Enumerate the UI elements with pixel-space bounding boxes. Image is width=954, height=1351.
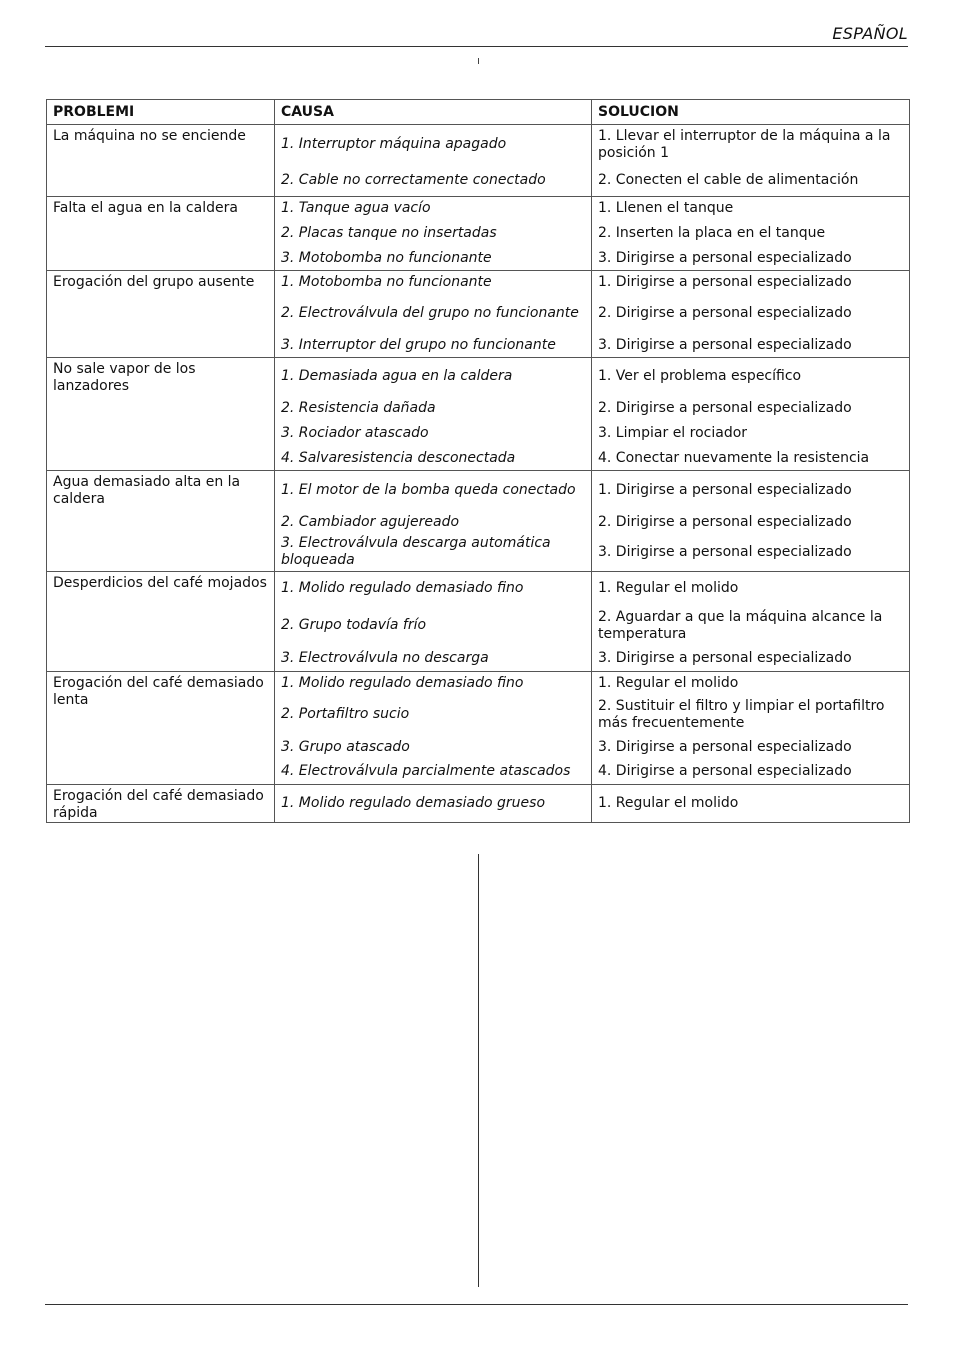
cause-cell: 2. Grupo todavía frío xyxy=(275,606,592,646)
solution-cell: 2. Aguardar a que la máquina alcance la temperatura xyxy=(592,606,910,646)
page-language-header: ESPAÑOL xyxy=(832,24,908,43)
cause-cell: 4. Salvaresistencia desconectada xyxy=(275,447,592,471)
solution-cell: 2. Dirigirse a personal especializado xyxy=(592,396,910,421)
problem-cell: La máquina no se enciende xyxy=(47,125,275,197)
cause-cell: 2. Electroválvula del grupo no funcionante xyxy=(275,294,592,334)
table-header-row xyxy=(47,100,910,125)
solution-cell: 3. Dirigirse a personal especializado xyxy=(592,247,910,271)
solution-cell: 3. Dirigirse a personal especializado xyxy=(592,735,910,760)
troubleshooting-table xyxy=(46,99,910,823)
table-row xyxy=(47,197,910,221)
table-row xyxy=(47,672,910,695)
solution-cell: 2. Sustituir el filtro y limpiar el portafiltro más frecuentemente xyxy=(592,695,910,735)
cause-cell: 1. Motobomba no funcionante xyxy=(275,271,592,294)
cause-cell: 2. Resistencia dañada xyxy=(275,396,592,421)
solution-cell: 2. Dirigirse a personal especializado xyxy=(592,511,910,534)
cause-cell: 1. Molido regulado demasiado fino xyxy=(275,572,592,606)
cause-cell: 3. Electroválvula descarga automática bloqueada xyxy=(275,534,592,572)
header-problem: PROBLEMI xyxy=(47,100,275,125)
solution-cell: 2. Dirigirse a personal especializado xyxy=(592,294,910,334)
cause-cell: 1. Demasiada agua en la caldera xyxy=(275,358,592,396)
footer-divider xyxy=(45,1304,908,1305)
solution-cell: 3. Dirigirse a personal especializado xyxy=(592,334,910,358)
table-body xyxy=(47,125,910,823)
problem-cell: No sale vapor de los lanzadores xyxy=(47,358,275,471)
cause-cell: 3. Motobomba no funcionante xyxy=(275,247,592,271)
solution-cell: 4. Conectar nuevamente la resistencia xyxy=(592,447,910,471)
table-row xyxy=(47,358,910,396)
center-tick-mark xyxy=(478,58,479,64)
cause-cell: 2. Portafiltro sucio xyxy=(275,695,592,735)
header-divider xyxy=(45,46,908,47)
cause-cell: 1. Molido regulado demasiado fino xyxy=(275,672,592,695)
cause-cell: 2. Placas tanque no insertadas xyxy=(275,221,592,247)
table-row xyxy=(47,572,910,606)
cause-cell: 4. Electroválvula parcialmente atascados xyxy=(275,760,592,785)
solution-cell: 1. Dirigirse a personal especializado xyxy=(592,471,910,511)
cause-cell: 2. Cable no correctamente conectado xyxy=(275,165,592,197)
column-divider xyxy=(478,854,479,1287)
table-row xyxy=(47,125,910,165)
cause-cell: 1. Molido regulado demasiado grueso xyxy=(275,785,592,823)
cause-cell: 3. Electroválvula no descarga xyxy=(275,646,592,672)
solution-cell: 4. Dirigirse a personal especializado xyxy=(592,760,910,785)
solution-cell: 2. Conecten el cable de alimentación xyxy=(592,165,910,197)
solution-cell: 1. Regular el molido xyxy=(592,572,910,606)
cause-cell: 3. Grupo atascado xyxy=(275,735,592,760)
cause-cell: 1. Interruptor máquina apagado xyxy=(275,125,592,165)
solution-cell: 1. Regular el molido xyxy=(592,785,910,823)
problem-cell: Desperdicios del café mojados xyxy=(47,572,275,672)
solution-cell: 3. Dirigirse a personal especializado xyxy=(592,646,910,672)
problem-cell: Erogación del café demasiado lenta xyxy=(47,672,275,785)
problem-cell: Falta el agua en la caldera xyxy=(47,197,275,271)
problem-cell: Erogación del café demasiado rápida xyxy=(47,785,275,823)
solution-cell: 1. Dirigirse a personal especializado xyxy=(592,271,910,294)
cause-cell: 3. Interruptor del grupo no funcionante xyxy=(275,334,592,358)
cause-cell: 1. Tanque agua vacío xyxy=(275,197,592,221)
solution-cell: 1. Ver el problema específico xyxy=(592,358,910,396)
cause-cell: 2. Cambiador agujereado xyxy=(275,511,592,534)
solution-cell: 1. Llevar el interruptor de la máquina a la posición 1 xyxy=(592,125,910,165)
header-cause: CAUSA xyxy=(275,100,592,125)
solution-cell: 2. Inserten la placa en el tanque xyxy=(592,221,910,247)
table-row xyxy=(47,785,910,823)
table-row xyxy=(47,471,910,511)
cause-cell: 1. El motor de la bomba queda conectado xyxy=(275,471,592,511)
solution-cell: 3. Limpiar el rociador xyxy=(592,421,910,447)
table-row xyxy=(47,271,910,294)
header-solution: SOLUCION xyxy=(592,100,910,125)
solution-cell: 1. Regular el molido xyxy=(592,672,910,695)
problem-cell: Erogación del grupo ausente xyxy=(47,271,275,358)
solution-cell: 3. Dirigirse a personal especializado xyxy=(592,534,910,572)
cause-cell: 3. Rociador atascado xyxy=(275,421,592,447)
problem-cell: Agua demasiado alta en la caldera xyxy=(47,471,275,572)
solution-cell: 1. Llenen el tanque xyxy=(592,197,910,221)
